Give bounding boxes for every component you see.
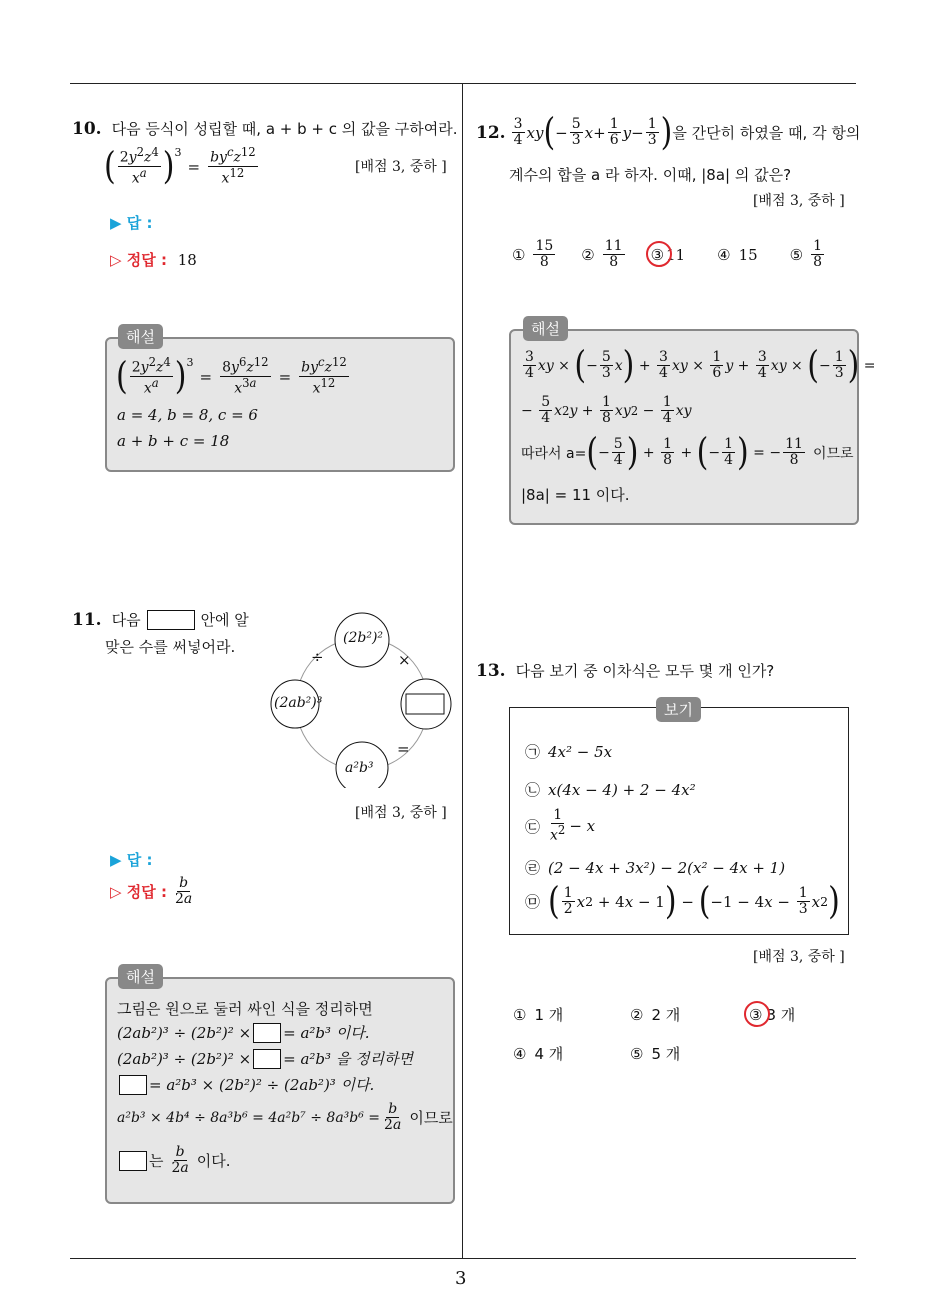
q13-choice-4[interactable] — [513, 1043, 563, 1064]
q13-choice-2-label: 2 개 — [651, 1006, 681, 1024]
q12-choice-4[interactable] — [717, 246, 758, 264]
q11-exp-line2a: (2ab²)³ ÷ (2b²)² × — [117, 1023, 252, 1042]
q12-choice-3-value: 11 — [666, 245, 686, 264]
q11-text1: 다음 — [111, 611, 141, 629]
q10-correct-label: ▷ 정답 : — [110, 251, 167, 269]
q11-exp-line4a: = a²b³ × (2b²)² ÷ (2ab²)³ 이다. — [149, 1076, 375, 1094]
q13-choice-3-label: 3 개 — [766, 1006, 796, 1024]
q12-choice-1[interactable]: ① $\frac{15}{8}$ — [512, 238, 554, 271]
q12-choice-5-mark: ⑤ — [789, 245, 804, 264]
q13-item-4 — [525, 857, 785, 878]
top-rule — [70, 83, 856, 84]
q12-question: 12. $\frac{3}{4}$ xy ( − $\frac{5}{3}$ x + $\frac{1}{6}$ y − $\frac{1}{3}$ ) 을 간단히 하였을 때, 각 항의 — [476, 110, 861, 155]
q12-exp-line3a: 따라서 a= — [521, 445, 587, 462]
q11-exp-line2 — [117, 1022, 370, 1043]
q13-choice-1[interactable] — [513, 1004, 563, 1025]
q11-left-expr: (2ab²)³ — [274, 695, 323, 711]
q12-choice-2-mark: ② — [581, 245, 595, 264]
q10-correct — [110, 249, 197, 270]
q10-equation: ( $\frac{2y^2z^4}{x^a}$ ) $^3$ = $\frac{by^cz^{12}}{x^{12}}$ — [104, 144, 256, 188]
q11-right-blank — [406, 694, 444, 714]
bottom-rule — [70, 1258, 856, 1259]
q12-choice-3[interactable] — [651, 246, 686, 264]
q13-item-1-mark: ㉠ — [525, 743, 541, 761]
q12-choice-4-mark: ④ — [717, 245, 731, 264]
q13-choice-3-mark: ③ — [749, 1005, 763, 1024]
q13-item-5-mark: ㉤ — [525, 893, 541, 912]
q11-bottom-expr: a²b³ — [345, 760, 374, 776]
q12-text1: 을 간단히 하였을 때, 각 항의 — [672, 124, 861, 143]
q10-exp-line3: a + b + c = 18 — [117, 432, 230, 450]
page-number: 3 — [455, 1268, 467, 1289]
q13-item-1 — [525, 741, 612, 762]
q11-exp-line3 — [117, 1048, 413, 1069]
q10-correct-value: 18 — [177, 251, 197, 269]
q13-item-3-mark: ㉢ — [525, 817, 541, 836]
q12-choice-2[interactable]: ② $\frac{11}{8}$ — [581, 238, 623, 271]
q13-item-3-expr: − x — [569, 817, 596, 836]
q13-item-4-expr: (2 − 4x + 3x²) − 2(x² − 4x + 1) — [548, 858, 786, 877]
q11-blank-box — [147, 610, 195, 630]
q13-choice-5-mark: ⑤ — [630, 1044, 644, 1063]
q11-op-eq: = — [397, 740, 410, 758]
q13-choice-2-mark: ② — [630, 1005, 644, 1024]
q10-answer-label: ▶ 답 : — [110, 214, 153, 232]
q12-choice-1-mark: ① — [512, 245, 526, 264]
q11-exp-line3a: (2ab²)³ ÷ (2b²)² × — [117, 1049, 252, 1068]
q13-bogi-tag: 보기 — [656, 697, 701, 722]
q11-correct-label: ▷ 정답 : — [110, 883, 167, 902]
q11-exp-blank1 — [253, 1023, 281, 1043]
q13-item-5: ㉤ ( $\frac{1}{2}$ x 2 + 4 x − 1 ) − ( −1 − 4 x − $\frac{1}{3}$ x 2 ) — [525, 879, 840, 924]
q13-choice-4-mark: ④ — [513, 1044, 527, 1063]
q13-choice-4-label: 4 개 — [534, 1045, 564, 1063]
q13-item-2-expr: x(4x − 4) + 2 − 4x² — [548, 780, 696, 799]
q13-item-2 — [525, 779, 696, 800]
q13-number: 13. — [476, 660, 506, 681]
q13-item-1-expr: 4x² − 5x — [548, 742, 613, 761]
q11-exp-line6b: 이다. — [196, 1152, 231, 1171]
q12-choice-4-value: 15 — [738, 245, 758, 264]
q13-text: 다음 보기 중 이차식은 모두 몇 개 인가? — [515, 662, 775, 680]
q13-choice-1-label: 1 개 — [534, 1006, 564, 1024]
q11-score: [배점 3, 중하 ] — [355, 805, 447, 821]
q13-choice-2[interactable] — [630, 1004, 680, 1025]
q12-exp-line1: $\frac{3}{4}$ xy × ( − $\frac{5}{3}$ x ) + $\frac{3}{4}$ xy × $\frac{1}{6}$ y + $\frac{3}{4}$ xy × ( − $\frac{1}{3}$ ) = — [525, 343, 876, 388]
q12-choice-5[interactable]: ⑤ $\frac{1}{8}$ — [789, 238, 823, 271]
q11-text2: 안에 알 — [200, 611, 249, 629]
q13-item-2-mark: ㉡ — [525, 781, 541, 799]
q11-exp-line5b: 이므로 — [409, 1109, 453, 1128]
q10-number: 10. — [72, 118, 102, 139]
q10-exp-line1: ( $\frac{2y^2z^4}{x^a}$ ) $^3$ = $\frac{8y^6z^{12}}{x^{3a}}$ = $\frac{by^cz^{12}}{x^{12}}$ — [116, 354, 347, 398]
q11-exp-blank3 — [119, 1075, 147, 1095]
q11-exp-line3b: = a²b³ 을 정리하면 — [283, 1050, 414, 1068]
q11-question — [72, 609, 249, 630]
q11-number: 11. — [72, 609, 102, 630]
q11-op-div: ÷ — [311, 648, 324, 666]
q13-question — [476, 660, 774, 681]
q13-choice-3[interactable] — [749, 1004, 795, 1025]
q12-text2: 계수의 합을 a 라 하자. 이때, |8a| 의 값은? — [509, 166, 792, 184]
q11-exp-blank2 — [253, 1049, 281, 1069]
q13-choice-1-mark: ① — [513, 1005, 527, 1024]
q11-explanation-tag: 해설 — [118, 964, 163, 989]
q12-exp-line3b: 이므로 — [812, 445, 854, 462]
q11-exp-line1: 그림은 원으로 둘러 싸인 식을 정리하면 — [117, 1000, 373, 1018]
q11-exp-line4 — [117, 1074, 374, 1095]
q13-item-3: ㉢ $\frac{1}{x^2}$ − x — [525, 807, 596, 845]
q12-choices — [512, 239, 826, 271]
q10-explanation-tag: 해설 — [118, 324, 163, 349]
q11-top-expr: (2b²)² — [343, 630, 384, 646]
q13-choice-5[interactable] — [630, 1043, 680, 1064]
q11-correct: ▷ 정답 : $\frac{b}{2a}$ — [110, 875, 193, 908]
q13-score: [배점 3, 중하 ] — [753, 949, 845, 965]
q11-exp-line5: a²b³ × 4b⁴ ÷ 8a³b⁶ = 4a²b⁷ ÷ 8a³b⁶ = $\frac{b}{2a}$ 이므로 — [117, 1101, 453, 1134]
q10-exp-line2: a = 4, b = 8, c = 6 — [117, 406, 258, 424]
q13-item-4-mark: ㉣ — [525, 859, 541, 877]
q11-exp-line2b: = a²b³ 이다. — [283, 1024, 370, 1042]
q12-exp-line4: |8a| = 11 이다. — [521, 486, 630, 504]
q11-exp-line6: 는 $\frac{b}{2a}$ 이다. — [117, 1145, 231, 1177]
q11-answer-label: ▶ 답 : — [110, 851, 153, 869]
q12-exp-line3: 따라서 a= ( − $\frac{5}{4}$ ) + $\frac{1}{8}$ + ( − $\frac{1}{4}$ ) = − $\frac{11}{8}$ 이므로 — [521, 430, 854, 475]
q12-number: 12. — [476, 122, 506, 143]
q11-exp-line5a: a²b³ × 4b⁴ ÷ 8a³b⁶ = 4a²b⁷ ÷ 8a³b⁶ = — [117, 1109, 381, 1126]
q13-choice-5-label: 5 개 — [651, 1045, 681, 1063]
q11-text3: 맞은 수를 써넣어라. — [105, 638, 236, 656]
q11-op-mul: × — [398, 651, 411, 669]
q10-score: [배점 3, 중하 ] — [355, 159, 447, 175]
q11-exp-blank4 — [119, 1151, 147, 1171]
q11-exp-line6a: 는 — [149, 1152, 164, 1171]
q12-score: [배점 3, 중하 ] — [753, 193, 845, 209]
q10-question — [72, 118, 458, 139]
q12-choice-3-mark: ③ — [650, 245, 665, 264]
q10-text: 다음 등식이 성립할 때, a + b + c 의 값을 구하여라. — [111, 120, 458, 138]
q12-exp-line2: − $\frac{5}{4}$ x 2 y + $\frac{1}{8}$ xy 2 − $\frac{1}{4}$ xy — [521, 394, 692, 427]
q12-explanation-tag: 해설 — [523, 316, 568, 341]
